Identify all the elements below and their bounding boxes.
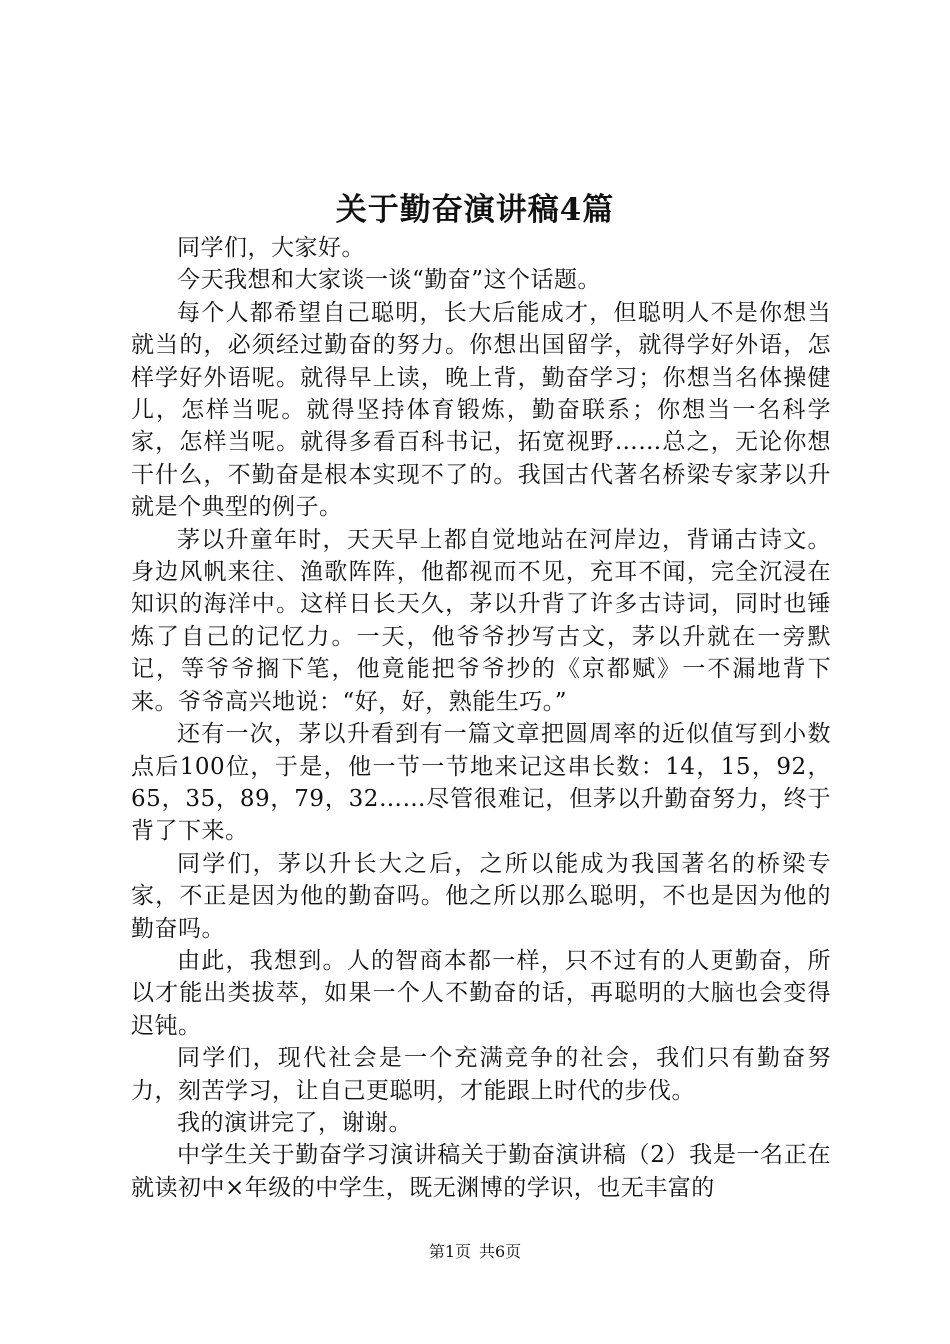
paragraph: 我的演讲完了，谢谢。 (177, 1109, 412, 1136)
page-footer (0, 1241, 950, 1263)
paragraph: 同学们，茅以升长大之后，之所以能成为我国著名的桥梁专家，不正是因为他的勤奋吗。他之所以那么聪明，不也是因为他的勤奋吗。 (131, 850, 831, 942)
document-body (131, 232, 831, 1204)
paragraph: 还有一次，茅以升看到有一篇文章把圆周率的近似值写到小数点后100位，于是，他一节一节地来记这串长数：14，15，92，65，35，89，79，32……尽管很难记，但茅以升勤奋努力，终于背了下来。 (131, 721, 831, 845)
paragraph: 今天我想和大家谈一谈“勤奋”这个话题。 (177, 267, 602, 294)
paragraph: 由此，我想到。人的智商本都一样，只不过有的人更勤奋，所以才能出类拔萃，如果一个人不勤奋的话，再聪明的大脑也会变得迟钝。 (131, 947, 831, 1039)
page-total: 共6页 (479, 1242, 522, 1261)
paragraph: 茅以升童年时，天天早上都自觉地站在河岸边，背诵古诗文。身边风帆来往、渔歌阵阵，他都视而不见，充耳不闻，完全沉浸在知识的海洋中。这样日长天久，茅以升背了许多古诗词，同时也锤炼了自己的记忆力。一天，他爷爷抄写古文，茅以升就在一旁默记，等爷爷搁下笔，他竟能把爷爷抄的《京都赋》一不漏地背下来。爷爷高兴地说：“好，好，熟能生巧。” (131, 526, 831, 715)
paragraph: 同学们，大家好。 (177, 235, 365, 261)
paragraph: 同学们，现代社会是一个充满竞争的社会，我们只有勤奋努力，刻苦学习，让自己更聪明，才能跟上时代的步伐。 (131, 1045, 831, 1104)
document-title: 关于勤奋演讲稿4篇 (335, 192, 615, 228)
paragraph: 中学生关于勤奋学习演讲稿关于勤奋演讲稿（2）我是一名正在就读初中×年级的中学生，既无渊博的学识，也无丰富的 (131, 1142, 831, 1201)
page-number: 第1页 (428, 1242, 471, 1261)
paragraph: 每个人都希望自己聪明，长大后能成才，但聪明人不是你想当就当的，必须经过勤奋的努力。你想出国留学，就得学好外语，怎样学好外语呢。就得早上读，晚上背，勤奋学习；你想当名体操健儿，怎样当呢。就得坚持体育锻炼，勤奋联系；你想当一名科学家，怎样当呢。就得多看百科书记，拓宽视野……总之，无论你想干什么，不勤奋是根本实现不了的。我国古代著名桥梁专家茅以升就是个典型的例子。 (131, 299, 831, 521)
